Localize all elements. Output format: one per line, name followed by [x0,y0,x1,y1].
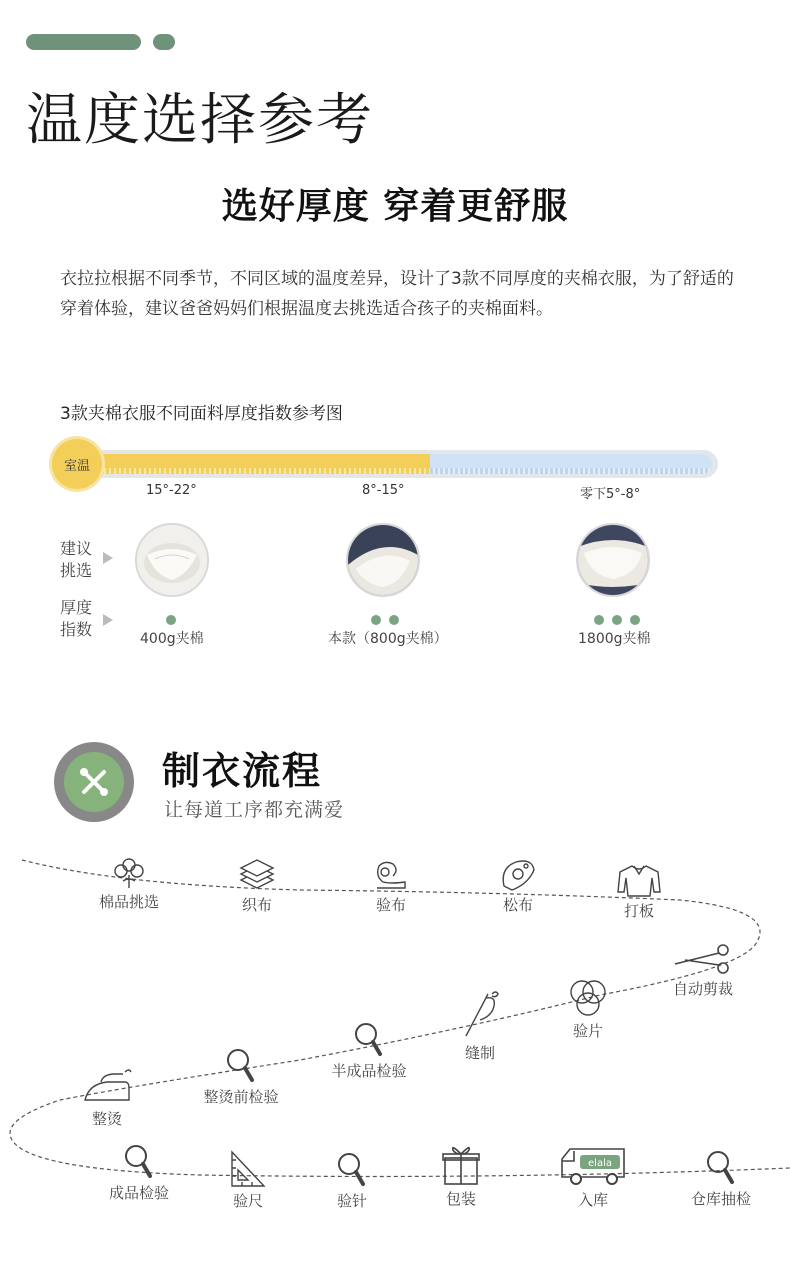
process-step-16 [538,1145,648,1210]
process-subtitle: 让每道工序都充满爱 [164,799,345,821]
step-label: 验布 [375,896,406,914]
step-label: 织布 [241,896,272,914]
process-step-15 [406,1142,516,1209]
magnifier-icon [704,1148,738,1186]
magnifier-icon [335,1150,369,1188]
needle-thread-icon [458,990,502,1040]
step-label: 入库 [577,1191,608,1209]
magnifier-icon [352,1020,386,1058]
process-step-13 [193,1150,303,1211]
chart-title: 3款夹棉衣服不同面料厚度指数参考图 [60,404,343,424]
process-step-1 [74,855,184,912]
step-label: 半成品检验 [331,1062,407,1080]
truck-icon [558,1145,628,1187]
step-label: 仓库抽检 [690,1190,751,1208]
scissors-icon [673,942,733,976]
temperature-bar-cool [430,454,712,474]
arrow-right-icon [103,552,113,564]
fabric-sample-800g [346,523,420,597]
page-title: 温度选择参考 [26,88,374,153]
magnifier-icon [224,1046,258,1084]
process-step-12 [84,1142,194,1203]
ruler-icon [228,1150,268,1188]
process-step-6 [648,942,758,999]
process-step-9 [314,1020,424,1081]
room-temp-knob [52,439,102,489]
option-caption-1: 400g夹棉 [140,631,204,647]
iron-icon [81,1068,133,1106]
tools-icon [64,752,124,812]
process-step-5 [584,864,694,921]
process-step-2 [202,858,312,915]
truck-brand-text: elala [588,1158,612,1169]
process-title: 制衣流程 [162,749,323,793]
step-label: 包装 [445,1190,476,1208]
process-step-14 [297,1150,407,1211]
decor-pill-short [153,34,175,50]
knob-label: 室温 [63,458,90,474]
process-step-8 [425,990,535,1063]
process-step-11 [52,1068,162,1129]
thickness-dots-1 [162,610,180,629]
temp-label-2: 8°-15° [362,483,405,498]
option-caption-2: 本款（800g夹棉） [328,631,448,647]
intro-text: 衣拉拉根据不同季节，不同区域的温度差异，设计了3款不同厚度的夹棉衣服，为了舒适的穿着体验，建议爸爸妈妈们根据温度去挑选适合孩子的夹棉面料。 [60,269,734,319]
thickness-dots-2 [367,610,403,629]
thickness-row-label: 厚度 指数 [60,598,93,639]
loose-fabric-icon [498,858,538,892]
temp-label-1: 15°-22° [146,483,197,498]
step-label: 整烫前检验 [203,1088,279,1106]
gift-box-icon [441,1142,481,1186]
step-label: 成品检验 [108,1184,169,1202]
fabric-stack-icon [237,858,277,892]
step-label: 验片 [572,1022,603,1040]
temperature-bar-warm [96,454,430,474]
fabric-roll-icon [371,858,411,892]
arrow-right-icon [103,614,113,626]
fabric-sample-1800g [576,523,650,597]
step-label: 松布 [502,896,533,914]
suggest-row-label: 建议 挑选 [60,539,93,580]
step-label: 棉品挑选 [98,893,159,911]
rings-icon [566,978,610,1018]
option-caption-3: 1800g夹棉 [578,631,651,647]
cotton-icon [111,855,147,889]
sweater-icon [616,864,662,898]
step-label: 打板 [623,902,654,920]
process-step-10 [186,1046,296,1107]
temp-label-3: 零下5°-8° [580,487,641,502]
thickness-dots-3 [590,610,644,629]
step-label: 验针 [336,1192,367,1210]
magnifier-icon [122,1142,156,1180]
process-step-4 [463,858,573,915]
process-step-3 [336,858,446,915]
step-label: 验尺 [232,1192,263,1210]
process-step-17 [666,1148,776,1209]
fabric-sample-400g [135,523,209,597]
process-step-7 [533,978,643,1041]
step-label: 自动剪裁 [672,980,733,998]
page-subtitle: 选好厚度 穿着更舒服 [221,186,569,227]
step-label: 缝制 [464,1044,495,1062]
decor-pill-long [26,34,141,50]
step-label: 整烫 [91,1110,122,1128]
